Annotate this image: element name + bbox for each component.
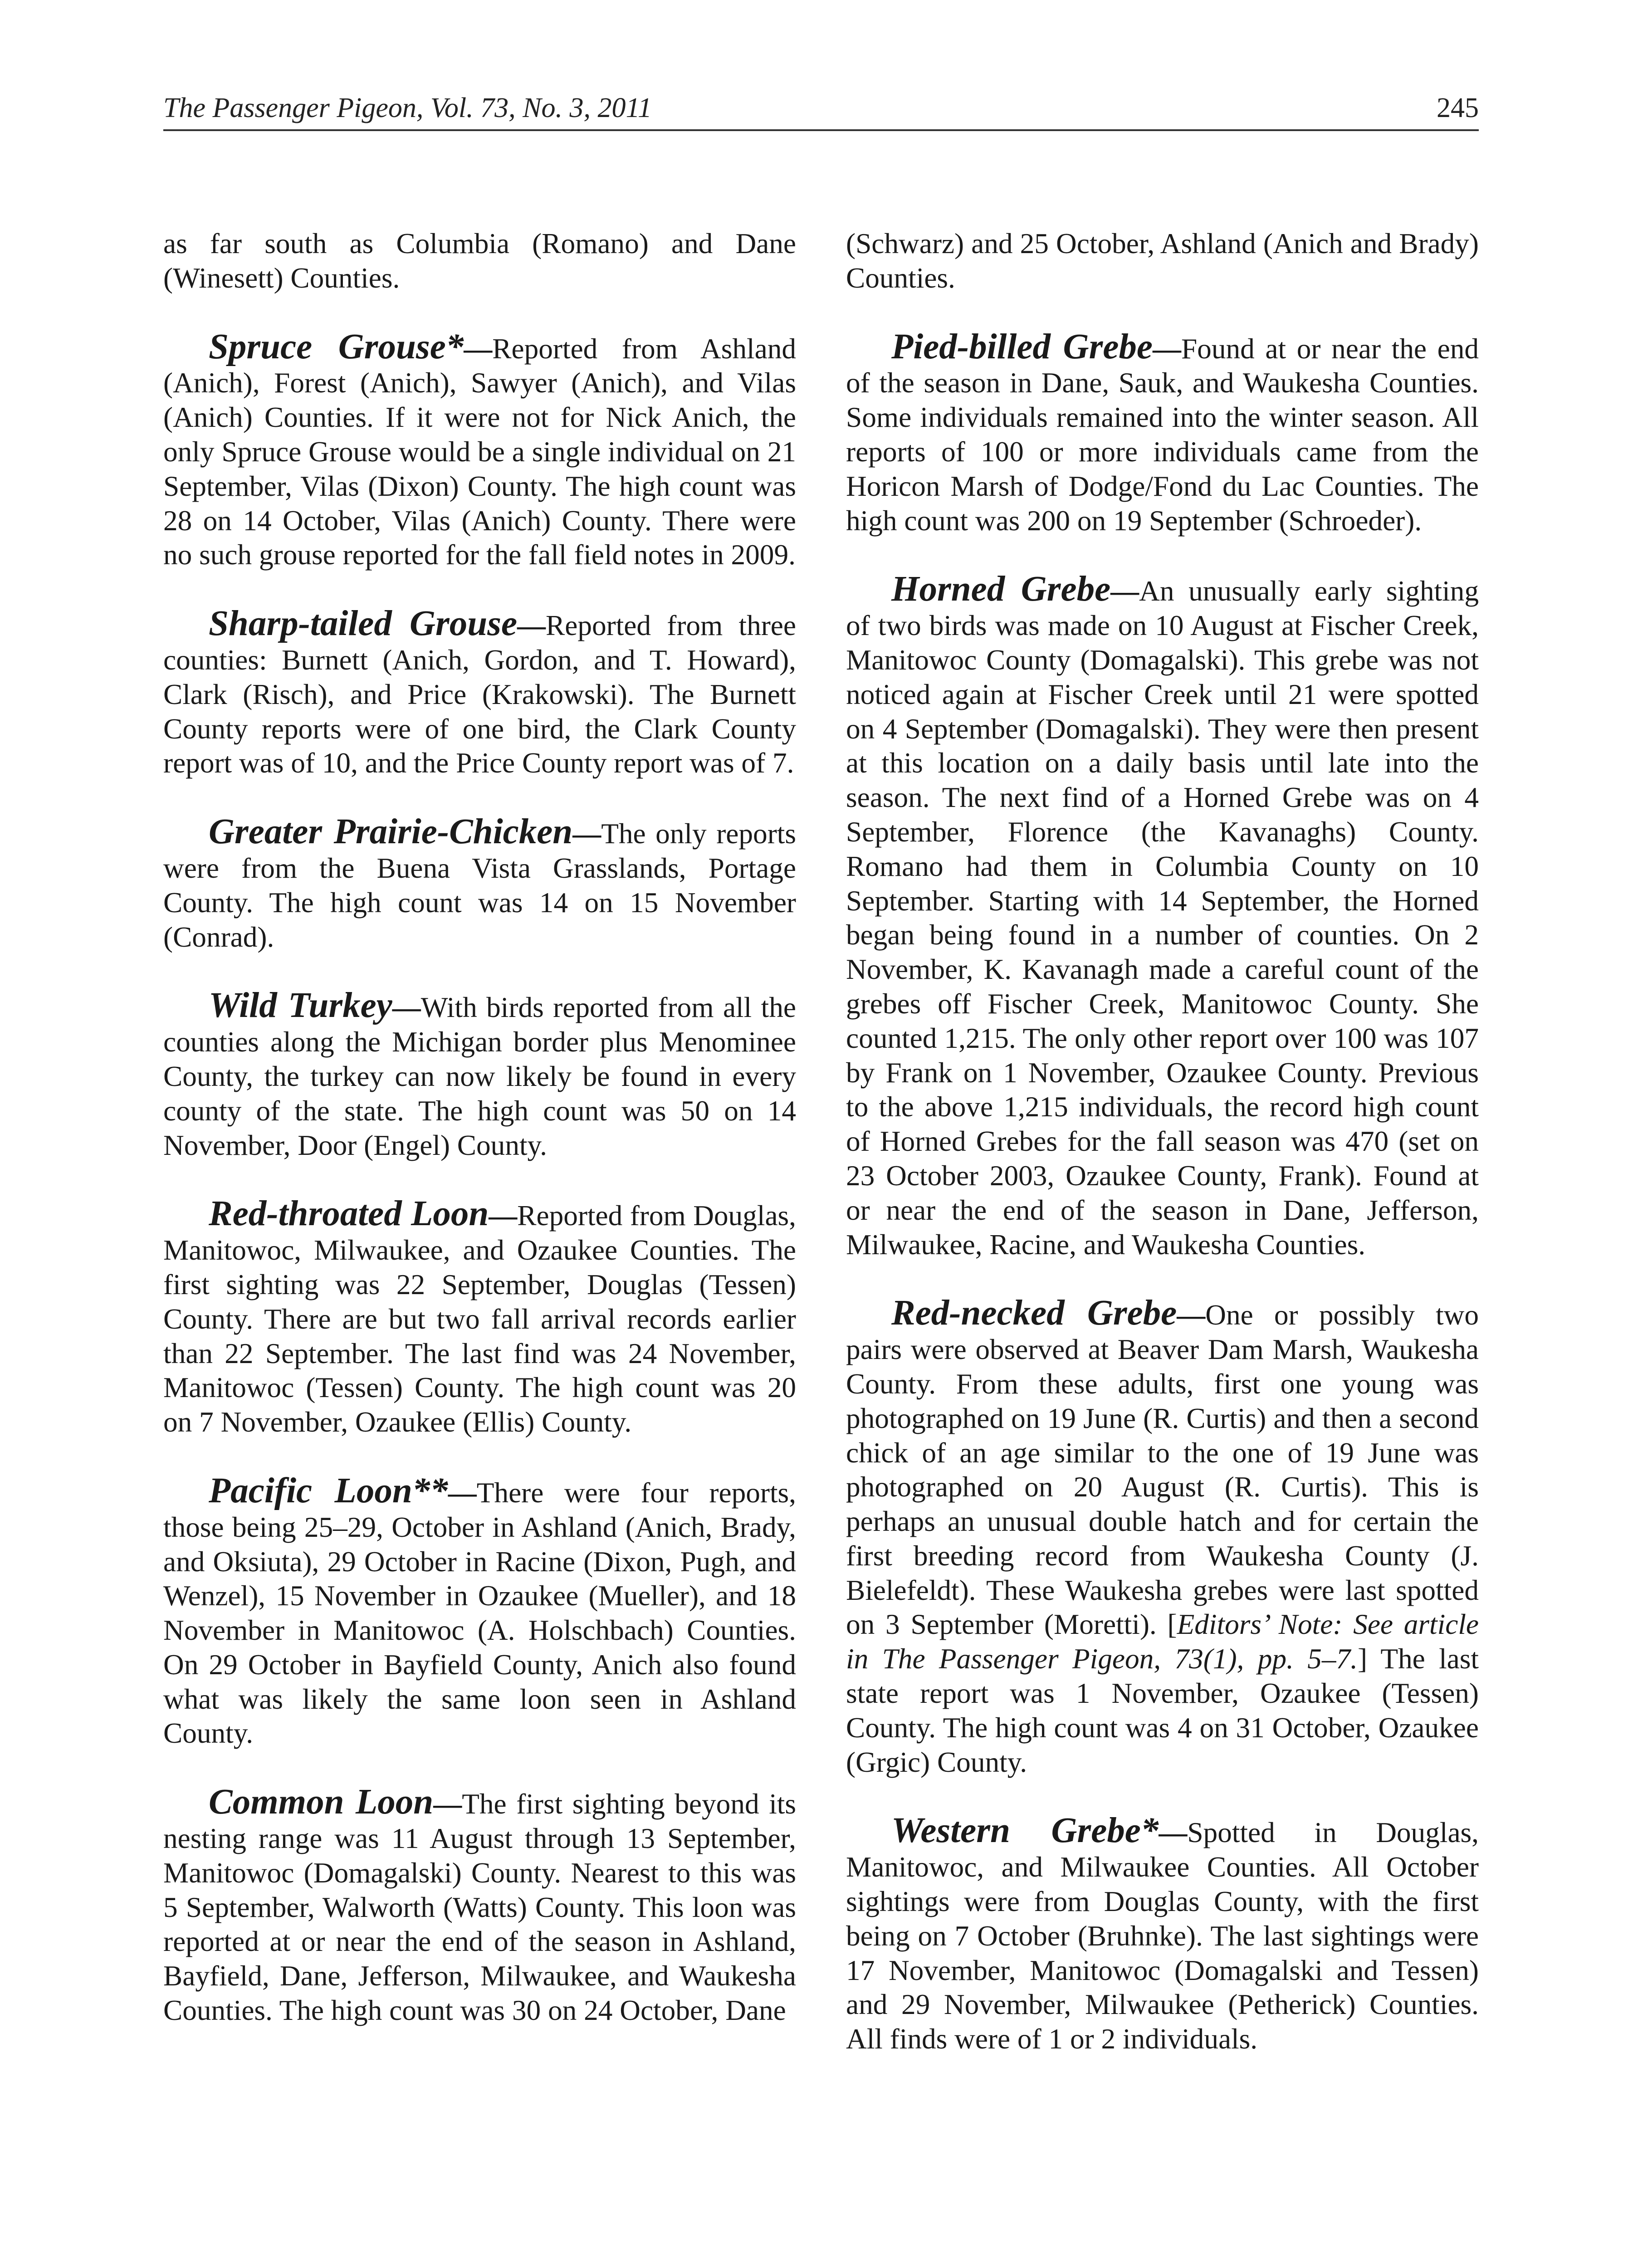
species-name: Spruce Grouse* [209, 327, 464, 367]
species-name: Wild Turkey [209, 986, 392, 1026]
species-name: Western Grebe* [891, 1811, 1159, 1851]
species-entry: Red-necked Grebe—One or possibly two pairs were observed at Beaver Dam Marsh, Waukesha County. From these adults, first one young was photographed on 19 June (R. Curtis) and then a second chick of an age similar to the one of 19 June was photographed on 20 August (R. Curtis). This is perhaps an unusual double hatch and for certain the first breeding record from Waukesha County (J. Bielefeldt). These Waukesha grebes were last spotted on 3 September (Moretti). [Editors’ Note: See article in The Passenger Pigeon, 73(1), pp. 5–7.] The last state report was 1 November, Ozaukee (Tessen) County. The high count was 4 on 31 October, Ozaukee (Grgic) County. [846, 1293, 1479, 1778]
species-entry [163, 1194, 796, 1440]
species-entry [163, 812, 796, 954]
entry-text: Spotted in Douglas, Manitowoc, and Milwaukee Counties. All October sightings were from Douglas County, with the first being on 7 October (Bruhnke). The last sightings were 17 November, Manitowoc (Domagalski and Tessen) and 29 November, Milwaukee (Petherick) Counties. All finds were of 1 or 2 individuals. [846, 1817, 1479, 2055]
em-dash: — [572, 818, 601, 850]
entry-text: Reported from Ashland (Anich), Forest (Anich), Sawyer (Anich), and Vilas (Anich) Counties. If it were not for Nick Anich, the only Spruce Grouse would be a single individual on 21 September, Vilas (Dixon) County. The high count was 28 on 14 October, Vilas (Anich) County. There were no such grouse reported for the fall field notes in 2009. [163, 332, 796, 571]
page-number: 245 [1437, 93, 1479, 123]
entry-text: One or possibly two pairs were observed at Beaver Dam Marsh, Waukesha County. From these adults, first one young was photographed on 19 June (R. Curtis) and then a second chick of an age similar to the one of 19 June was photographed on 20 August (R. Curtis). This is perhaps an unusual double hatch and for certain the first breeding record from Waukesha County (J. Bielefeldt). These Waukesha grebes were last spotted on 3 September (Moretti). [846, 1299, 1479, 1641]
entry-text: Found at or near the end of the season in Dane, Sauk, and Waukesha Counties. Some individuals remained into the winter season. All reports of 100 or more individuals came from the Horicon Marsh of Dodge/Fond du Lac Counties. The high count was 200 on 19 September (Schroeder). [846, 332, 1479, 537]
species-name: Common Loon [209, 1782, 434, 1822]
entry-text-continued: The last state report was 1 November, Ozaukee (Tessen) County. The high count was 4 on 31 October, Ozaukee (Grgic) County. [846, 1643, 1479, 1778]
em-dash: — [433, 1788, 462, 1820]
em-dash: — [448, 1476, 477, 1509]
entry-text: The only reports were from the Buena Vista Grasslands, Portage County. The high count was 14 on 15 November (Conrad). [163, 818, 796, 953]
entry-text: The first sighting beyond its nesting range was 11 August through 13 September, Manitowoc (Domagalski) County. Nearest to this was 5 September, Walworth (Watts) County. This loon was reported at or near the end of the season in Ashland, Bayfield, Dane, Jefferson, Milwaukee, and Waukesha Counties. The high count was 30 on 24 October, Dane [163, 1788, 796, 2027]
species-entry [846, 1813, 1479, 2057]
editors-note: Editors’ Note: See article in The Passenger Pigeon, 73(1), pp. 5–7. [846, 1608, 1479, 1675]
right-column [846, 227, 1479, 2057]
em-dash: — [1110, 575, 1139, 607]
entry-text: There were four reports, those being 25–29, October in Ashland (Anich, Brady, and Oksiuta), 29 October in Racine (Dixon, Pugh, and Wenzel), 15 November in Ozaukee (Mueller), and 18 November in Manitowoc (A. Holschbach) Counties. On 29 October in Bayfield County, Anich also found what was likely the same loon seen in Ashland County. [163, 1476, 796, 1750]
species-name: Red-throated Loon [209, 1194, 489, 1234]
species-entry [846, 327, 1479, 538]
continuation-text: (Schwarz) and 25 October, Ashland (Anich and Brady) Counties. [846, 228, 1479, 294]
em-dash: — [464, 332, 493, 365]
journal-title: The Passenger Pigeon, Vol. 73, No. 3, 2011 [163, 93, 652, 123]
species-entry [163, 1782, 796, 2028]
species-entry [163, 327, 796, 573]
species-entry [163, 606, 796, 781]
species-name: Red-necked Grebe [891, 1293, 1177, 1333]
species-name: Pacific Loon** [209, 1471, 448, 1510]
left-column [163, 227, 796, 2028]
species-entry [163, 1471, 796, 1751]
species-entry [846, 569, 1479, 1262]
em-dash: — [1159, 1817, 1188, 1849]
species-name: Horned Grebe [891, 569, 1111, 609]
continuation-text: as far south as Columbia (Romano) and Dane (Winesett) Counties. [163, 228, 796, 294]
species-name: Sharp-tailed Grouse [209, 604, 518, 644]
entry-text: An unusually early sighting of two birds was made on 10 August at Fischer Creek, Manitowoc County (Domagalski). This grebe was not noticed again at Fischer Creek until 21 were spotted on 4 September (Domagalski). They were then present at this location on a daily basis until late into the season. The next find of a Horned Grebe was on 4 September, Florence (the Kavanaghs) County. Romano had them in Columbia County on 10 September. Starting with 14 September, the Horned began being found in a number of counties. On 2 November, K. Kavanagh made a careful count of the grebes off Fischer Creek, Manitowoc County. She counted 1,215. The only other report over 100 was 107 by Frank on 1 November, Ozaukee County. Previous to the above 1,215 individuals, the record high count of Horned Grebes for the fall season was 470 (set on 23 October 2003, Ozaukee County, Frank). Found at or near the end of the season in Dane, Jefferson, Milwaukee, Racine, and Waukesha Counties. [846, 575, 1479, 1261]
em-dash: — [489, 1200, 518, 1232]
entry-text: With birds reported from all the counties along the Michigan border plus Menominee County, the turkey can now likely be found in every county of the state. The high count was 50 on 14 November, Door (Engel) County. [163, 992, 796, 1161]
running-header [163, 84, 1479, 131]
species-name: Pied-billed Grebe [891, 327, 1153, 367]
em-dash: — [392, 992, 421, 1024]
em-dash: — [517, 610, 546, 642]
entry-text: Reported from Douglas, Manitowoc, Milwaukee, and Ozaukee Counties. The first sighting was 22 September, Douglas (Tessen) County. There are but two fall arrival records earlier than 22 September. The last find was 24 November, Manitowoc (Tessen) County. The high count was 20 on 7 November, Ozaukee (Ellis) County. [163, 1200, 796, 1438]
species-entry [163, 988, 796, 1163]
em-dash: — [1177, 1299, 1206, 1331]
entry-text: Reported from three counties: Burnett (Anich, Gordon, and T. Howard), Clark (Risch), and Price (Krakowski). The Burnett County reports were of one bird, the Clark County report was of 10, and the Price County report was of 7. [163, 610, 796, 779]
species-name: Greater Prairie-Chicken [209, 812, 573, 852]
em-dash: — [1152, 332, 1181, 365]
